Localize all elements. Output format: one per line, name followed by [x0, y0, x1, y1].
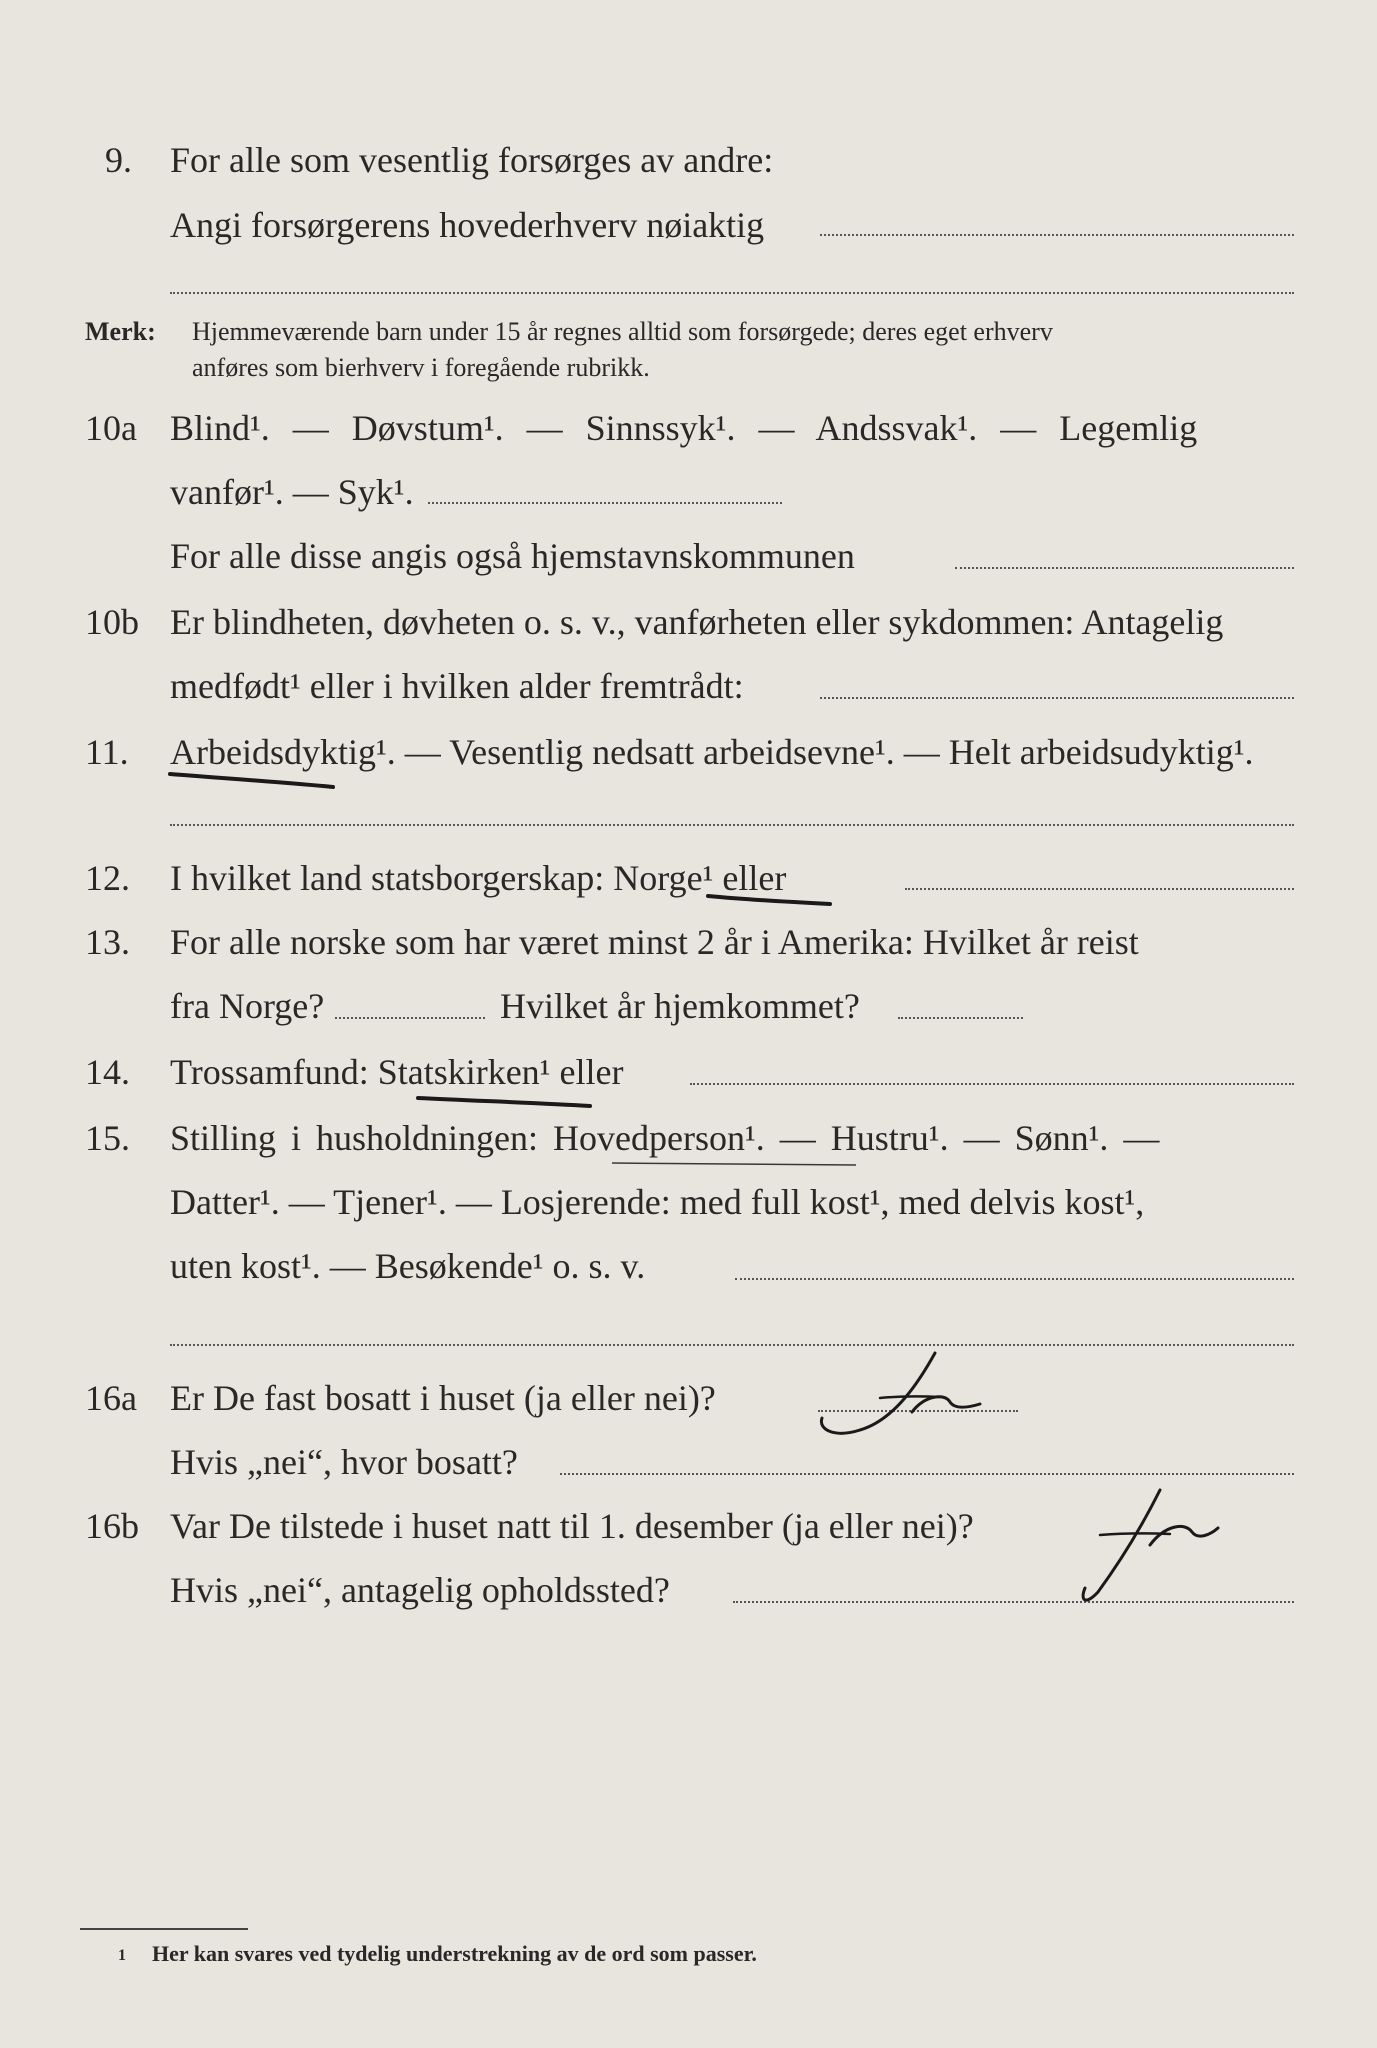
note-line-2: anføres som bierhverv i foregående rubrikk. [192, 353, 650, 382]
q16b-line-2: Hvis „nei“, antagelig opholdssted? [170, 1570, 670, 1610]
q13-line-1: For alle norske som har været minst 2 år i Amerika: Hvilket år reist [170, 922, 1139, 962]
q10b-number: 10b [85, 602, 139, 642]
q15-line-2: Datter¹. — Tjener¹. — Losjerende: med full kost¹, med delvis kost¹, [170, 1182, 1145, 1222]
q9-question: For alle som vesentlig forsørges av andre: [170, 140, 774, 180]
note-line-1: Hjemmeværende barn under 15 år regnes alltid som forsørgede; deres eget erhverv [192, 317, 1053, 346]
q12-number: 12. [85, 858, 130, 898]
q10a-home-municipality-label: For alle disse angis også hjemstavnskommunen [170, 536, 855, 576]
q15-line-3: uten kost¹. — Besøkende¹ o. s. v. [170, 1246, 646, 1286]
q13-return-label: Hvilket år hjemkommet? [500, 986, 860, 1026]
note-label: Merk: [85, 317, 156, 346]
q16b-line-1: Var De tilstede i huset natt til 1. desember (ja eller nei)? [170, 1506, 974, 1546]
footnote-mark: 1 [118, 1947, 126, 1964]
q16a-line-1: Er De fast bosatt i huset (ja eller nei)? [170, 1378, 716, 1418]
q16a-handwritten-answer [821, 1353, 980, 1433]
q10a-line-2: vanfør¹. — Syk¹. [170, 472, 414, 512]
q15-line-1: Stilling i husholdningen: Hovedperson¹. — Hustru¹. — Sønn¹. — [170, 1118, 1160, 1158]
underline-hovedperson [612, 1163, 856, 1165]
q10b-line-2: medfødt¹ eller i hvilken alder fremtrådt: [170, 666, 744, 706]
footnote-text: Her kan svares ved tydelig understrekning av de ord som passer. [152, 1941, 757, 1966]
q16b-number: 16b [85, 1506, 139, 1546]
q16a-line-2: Hvis „nei“, hvor bosatt? [170, 1442, 518, 1482]
q10b-line-1: Er blindheten, døvheten o. s. v., vanførheten eller sykdommen: Antagelig [170, 602, 1224, 642]
q13-number: 13. [85, 922, 130, 962]
q10a-line-1: Blind¹. — Døvstum¹. — Sinnssyk¹. — Andssvak¹. — Legemlig [170, 408, 1198, 448]
q11-number: 11. [85, 732, 129, 772]
q16a-number: 16a [85, 1378, 137, 1418]
q14-line-1: Trossamfund: Statskirken¹ eller [170, 1052, 624, 1092]
underline-arbeidsdyktig [170, 774, 333, 787]
underline-statskirken [418, 1098, 590, 1106]
q15-number: 15. [85, 1118, 130, 1158]
q11-line-1: Arbeidsdyktig¹. — Vesentlig nedsatt arbeidsevne¹. — Helt arbeidsudyktig¹. [170, 732, 1254, 772]
q9-number: 9. [105, 140, 132, 180]
q14-number: 14. [85, 1052, 130, 1092]
q16b-handwritten-answer [1083, 1490, 1218, 1600]
q9-provider-occupation-label: Angi forsørgerens hovederhverv nøiaktig [170, 205, 765, 245]
q13-departure-label: fra Norge? [170, 986, 325, 1026]
underline-norge [708, 896, 830, 904]
q10a-number: 10a [85, 408, 137, 448]
q12-line-1: I hvilket land statsborgerskap: Norge¹ eller [170, 858, 787, 898]
